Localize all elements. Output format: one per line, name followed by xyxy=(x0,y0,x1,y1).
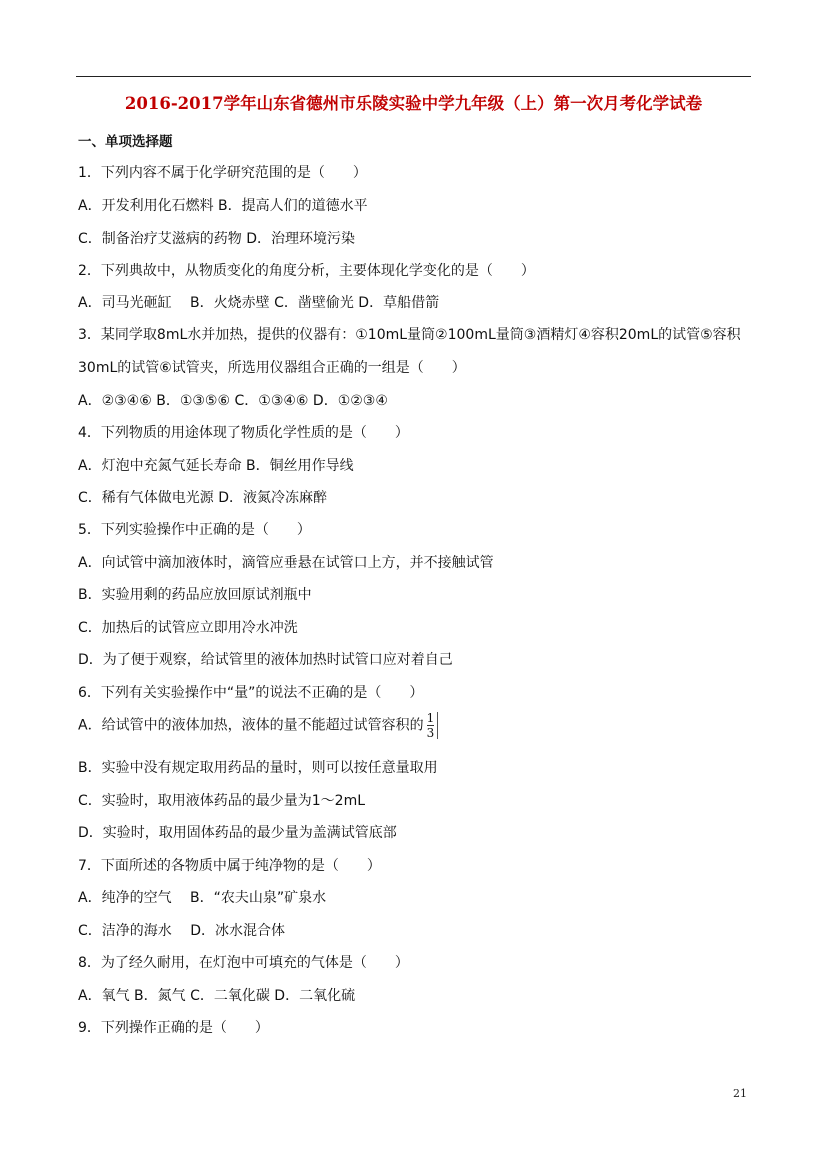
page-title: 2016-2017学年山东省德州市乐陵实验中学九年级（上）第一次月考化学试卷 xyxy=(124,94,703,113)
q6-option-d: D．实验时，取用固体药品的最少量为盖满试管底部 xyxy=(78,825,397,841)
question-5: 5．下列实验操作中正确的是（ ） xyxy=(78,522,311,538)
question-8: 8．为了经久耐用，在灯泡中可填充的气体是（ ） xyxy=(78,955,409,971)
q2-options: A．司马光砸缸 B．火烧赤壁 C．凿壁偷光 D．草船借箭 xyxy=(78,295,440,311)
fraction-one-third xyxy=(427,712,439,739)
question-7: 7．下面所述的各物质中属于纯净物的是（ ） xyxy=(78,858,381,874)
q3-options: A．②③④⑥ B．①③⑤⑥ C．①③④⑥ D．①②③④ xyxy=(78,393,388,409)
q8-options: A．氧气 B．氮气 C．二氧化碳 D．二氧化硫 xyxy=(78,988,356,1004)
header-rule xyxy=(76,76,751,77)
q5-option-c: C．加热后的试管应立即用冷水冲洗 xyxy=(78,620,298,636)
q6-option-a xyxy=(78,712,438,739)
q6-option-b: B．实验中没有规定取用药品的量时，则可以按任意量取用 xyxy=(78,760,438,776)
fraction-numerator: 1 xyxy=(426,711,435,725)
fraction-denominator: 3 xyxy=(426,726,435,740)
question-6: 6．下列有关实验操作中“量”的说法不正确的是（ ） xyxy=(78,685,424,701)
page-number: 21 xyxy=(733,1087,747,1100)
question-3-line1: 3．某同学取8mL水并加热，提供的仪器有：①10mL量筒②100mL量筒③酒精灯④容积20mL的试管⑤容积 xyxy=(78,327,741,343)
q1-options-ab: A．开发利用化石燃料 B．提高人们的道德水平 xyxy=(78,198,368,214)
question-3-line2: 30mL的试管⑥试管夹，所选用仪器组合正确的一组是（ ） xyxy=(78,360,466,376)
q4-options-cd: C．稀有气体做电光源 D．液氮冷冻麻醉 xyxy=(78,490,328,506)
question-4: 4．下列物质的用途体现了物质化学性质的是（ ） xyxy=(78,425,409,441)
q6-option-c: C．实验时，取用液体药品的最少量为1～2mL xyxy=(78,793,366,809)
q5-option-d: D．为了便于观察，给试管里的液体加热时试管口应对着自己 xyxy=(78,652,453,668)
question-1: 1．下列内容不属于化学研究范围的是（ ） xyxy=(78,165,367,181)
q6-option-a-text: A．给试管中的液体加热，液体的量不能超过试管容积的 xyxy=(78,717,424,734)
q5-option-a: A．向试管中滴加液体时，滴管应垂悬在试管口上方，并不接触试管 xyxy=(78,555,494,571)
q5-option-b: B．实验用剩的药品应放回原试剂瓶中 xyxy=(78,587,312,603)
q7-options-cd: C．洁净的海水 D．冰水混合体 xyxy=(78,923,286,939)
question-9: 9．下列操作正确的是（ ） xyxy=(78,1020,269,1036)
q1-options-cd: C．制备治疗艾滋病的药物 D．治理环境污染 xyxy=(78,231,356,247)
section-heading: 一、单项选择题 xyxy=(78,134,173,150)
question-2: 2．下列典故中，从物质变化的角度分析，主要体现化学变化的是（ ） xyxy=(78,263,535,279)
q4-options-ab: A．灯泡中充氮气延长寿命 B．铜丝用作导线 xyxy=(78,458,354,474)
q7-options-ab: A．纯净的空气 B．“农夫山泉”矿泉水 xyxy=(78,890,327,906)
